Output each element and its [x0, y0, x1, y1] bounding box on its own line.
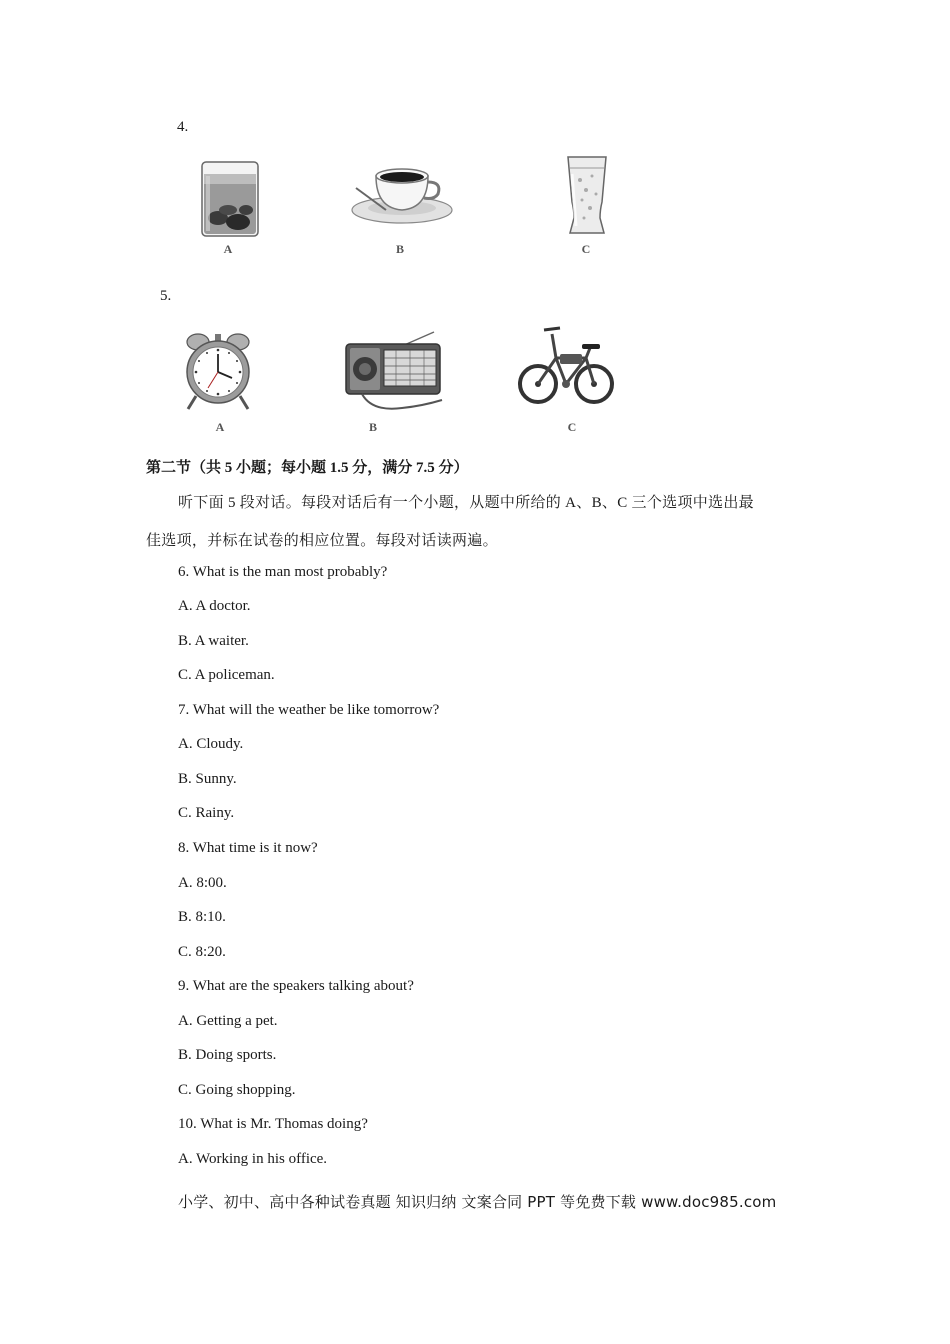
alarm-clock-icon [180, 330, 256, 412]
q5-option-c-label: C [567, 420, 577, 434]
footer-text: 小学、初中、高中各种试卷真题 知识归纳 文案合同 PPT 等免费下载 www.doc985.com [178, 1193, 777, 1211]
question-9-text: 9. What are the speakers talking about? [178, 978, 414, 994]
q4-option-a-label: A [223, 242, 233, 256]
bicycle-icon [516, 320, 616, 408]
tea-glass-icon [198, 158, 262, 238]
question-9-option-c: C. Going shopping. [178, 1082, 296, 1098]
question-10-option-a: A. Working in his office. [178, 1151, 328, 1167]
section-2-instruction-line-2: 佳选项，并标在试卷的相应位置。每段对话读两遍。 [146, 533, 498, 549]
question-6-option-c: C. A policeman. [178, 667, 275, 683]
question-7-text: 7. What will the weather be like tomorrow? [178, 702, 440, 718]
question-8-option-a: A. 8:00. [178, 875, 227, 891]
question-7-option-c: C. Rainy. [178, 805, 235, 821]
q4-option-b-label: B [395, 242, 404, 256]
question-4-number: 4. [177, 119, 189, 135]
section-2-heading: 第二节（共 5 小题；每小题 1.5 分，满分 7.5 分） [146, 460, 469, 476]
question-6-text: 6. What is the man most probably? [178, 564, 388, 580]
section-2-instruction-line-1: 听下面 5 段对话。每段对话后有一个小题，从题中所给的 A、B、C 三个选项中选出最 [178, 495, 754, 511]
question-5-number: 5. [160, 288, 172, 304]
coffee-cup-icon [346, 158, 456, 228]
q5-option-b-label: B [368, 420, 377, 434]
q5-option-a-label: A [215, 420, 225, 434]
q4-option-c-label: C [581, 242, 591, 256]
question-9-option-a: A. Getting a pet. [178, 1013, 278, 1029]
question-9-option-b: B. Doing sports. [178, 1047, 277, 1063]
question-10-text: 10. What is Mr. Thomas doing? [178, 1116, 368, 1132]
soda-glass-icon [562, 154, 612, 236]
question-8-option-b: B. 8:10. [178, 909, 226, 925]
question-6-option-b: B. A waiter. [178, 633, 249, 649]
question-6-option-a: A. A doctor. [178, 598, 251, 614]
question-8-text: 8. What time is it now? [178, 840, 318, 856]
question-8-option-c: C. 8:20. [178, 944, 226, 960]
question-7-option-a: A. Cloudy. [178, 736, 244, 752]
radio-icon [342, 330, 446, 412]
question-7-option-b: B. Sunny. [178, 771, 237, 787]
